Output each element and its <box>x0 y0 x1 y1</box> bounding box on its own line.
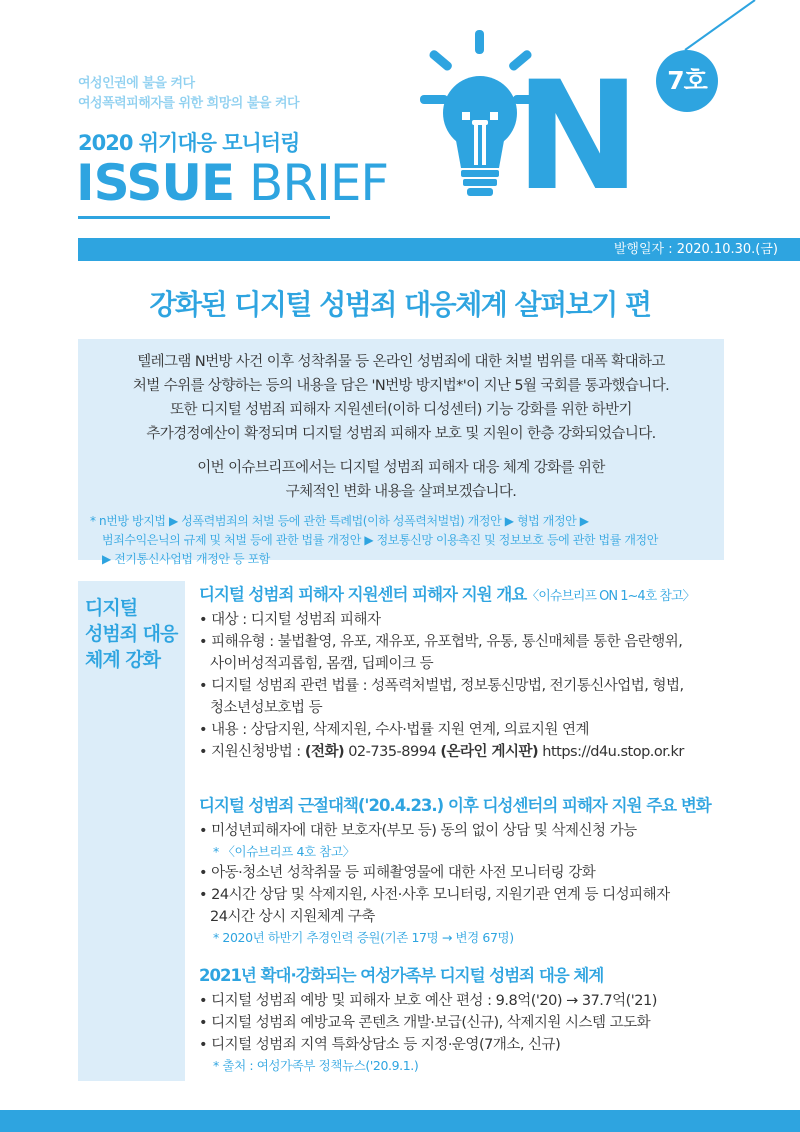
tagline-1: 여성인권에 불을 켜다 <box>78 76 195 91</box>
issue-brief-title <box>76 154 389 212</box>
date-bar: 발행일자 : 2020.10.30.(금) <box>78 238 800 261</box>
footnote-line: * n번방 방지법 ▶ 성폭력범죄의 처벌 등에 관한 특례법(이하 성폭력처벌법) 개정안 ▶ 형법 개정안 ▶ <box>90 514 589 528</box>
section-support-overview <box>199 581 754 763</box>
phone-number[interactable]: 02-735-8994 <box>344 744 441 760</box>
section-2021-system <box>199 962 754 1076</box>
list-item: • 디지털 성범죄 관련 법률 : 성폭력처벌법, 정보통신망법, 전기통신사업법, 형법, <box>199 678 684 694</box>
section-note: * 2020년 하반기 추경인력 증원(기존 17명 → 변경 67명) <box>213 930 514 945</box>
section-note: * 출처 : 여성가족부 정책뉴스('20.9.1.) <box>213 1058 419 1073</box>
list-item: • 피해유형 : 불법촬영, 유포, 재유포, 유포협박, 유통, 통신매체를 통한 음란행위, <box>199 634 683 650</box>
issue-word: ISSUE <box>76 154 235 212</box>
list-item: • 대상 : 디지털 성범죄 피해자 <box>199 612 381 628</box>
section-heading: 디지털 성범죄 근절대책('20.4.23.) 이후 디성센터의 피해자 지원 주요 변화 <box>199 796 711 815</box>
summary-line: 또한 디지털 성범죄 피해자 지원센터(이하 디성센터) 기능 강화를 위한 하반기 <box>170 402 632 418</box>
list-item: 청소년성보호법 등 <box>210 700 323 716</box>
summary-line: 추가경정예산이 확정되며 디지털 성범죄 피해자 보호 및 지원이 한층 강화되었습니다. <box>146 426 656 442</box>
support-url-link[interactable]: https://d4u.stop.or.kr <box>538 744 684 760</box>
section-reference: 〈이슈브리프 ON 1~4호 참고〉 <box>526 589 695 604</box>
list-item: • 미성년피해자에 대한 보호자(부모 등) 동의 없이 상담 및 삭제신청 가능 <box>199 823 637 839</box>
list-item: • 내용 : 상담지원, 삭제지원, 수사·법률 지원 연계, 의료지원 연계 <box>199 722 590 738</box>
section-heading: 2021년 확대·강화되는 여성가족부 디지털 성범죄 대응 체계 <box>199 966 604 985</box>
footnote-line: ▶ 전기통신사업법 개정안 등 포함 <box>102 552 270 566</box>
footnote-line: 범죄수익은닉의 규제 및 처벌 등에 관한 법률 개정안 ▶ 정보통신망 이용촉진 및 정보보호 등에 관한 법률 개정안 <box>102 533 658 547</box>
contact-label: • 지원신청방법 : <box>199 744 305 760</box>
logo-letter-n: N <box>515 50 641 224</box>
list-item: • 디지털 성범죄 예방교육 콘텐츠 개발·보급(신규), 삭제지원 시스템 고도화 <box>199 1015 651 1031</box>
brief-word: BRIEF <box>249 154 389 212</box>
sidebar-title-line: 디지털 <box>85 597 138 619</box>
sidebar-panel <box>78 581 185 1081</box>
list-item: • 24시간 상담 및 삭제지원, 사전·사후 모니터링, 지원기관 연계 등 디성피해자 <box>199 887 670 903</box>
online-label: (온라인 게시판) <box>440 744 539 760</box>
footer-bar <box>0 1110 800 1132</box>
list-item: 24시간 상시 지원체계 구축 <box>210 909 375 925</box>
list-item: • 디지털 성범죄 예방 및 피해자 보호 예산 편성 : 9.8억('20) → 37.7억('21) <box>199 993 657 1009</box>
main-title: 강화된 디지털 성범죄 대응체계 살펴보기 편 <box>149 288 651 321</box>
summary-line: 텔레그램 N번방 사건 이후 성착취물 등 온라인 성범죄에 대한 처벌 범위를 대폭 확대하고 <box>137 354 665 370</box>
summary-line: 구체적인 변화 내용을 살펴보겠습니다. <box>285 484 517 500</box>
header-rule <box>78 216 330 219</box>
section-policy-changes <box>199 792 754 948</box>
summary-line: 이번 이슈브리프에서는 디지털 성범죄 피해자 대응 체계 강화를 위한 <box>197 460 605 476</box>
issue-number-badge: 7호 <box>656 50 718 112</box>
tagline-2: 여성폭력피해자를 위한 희망의 불을 켜다 <box>78 96 300 111</box>
section-heading-text: 디지털 성범죄 피해자 지원센터 피해자 지원 개요 <box>199 585 527 604</box>
section-note: * 〈이슈브리프 4호 참고〉 <box>213 844 355 859</box>
list-item: • 아동·청소년 성착취물 등 피해촬영물에 대한 사전 모니터링 강화 <box>199 865 596 881</box>
sidebar-title-line: 성범죄 대응 <box>85 623 178 645</box>
section-heading <box>199 581 754 605</box>
header-subtitle: 2020 위기대응 모니터링 <box>78 131 300 155</box>
phone-label: (전화) <box>304 744 345 760</box>
summary-line: 처벌 수위를 상향하는 등의 내용을 담은 'N번방 방지법*'이 지난 5월 국회를 통과했습니다. <box>132 378 670 394</box>
summary-panel <box>78 339 724 566</box>
list-item: 사이버성적괴롭힘, 몸캠, 딥페이크 등 <box>210 656 434 672</box>
contact-item <box>199 741 754 763</box>
list-item: • 디지털 성범죄 지역 특화상담소 등 지정·운영(7개소, 신규) <box>199 1037 561 1053</box>
sidebar-title-line: 체계 강화 <box>85 649 161 671</box>
